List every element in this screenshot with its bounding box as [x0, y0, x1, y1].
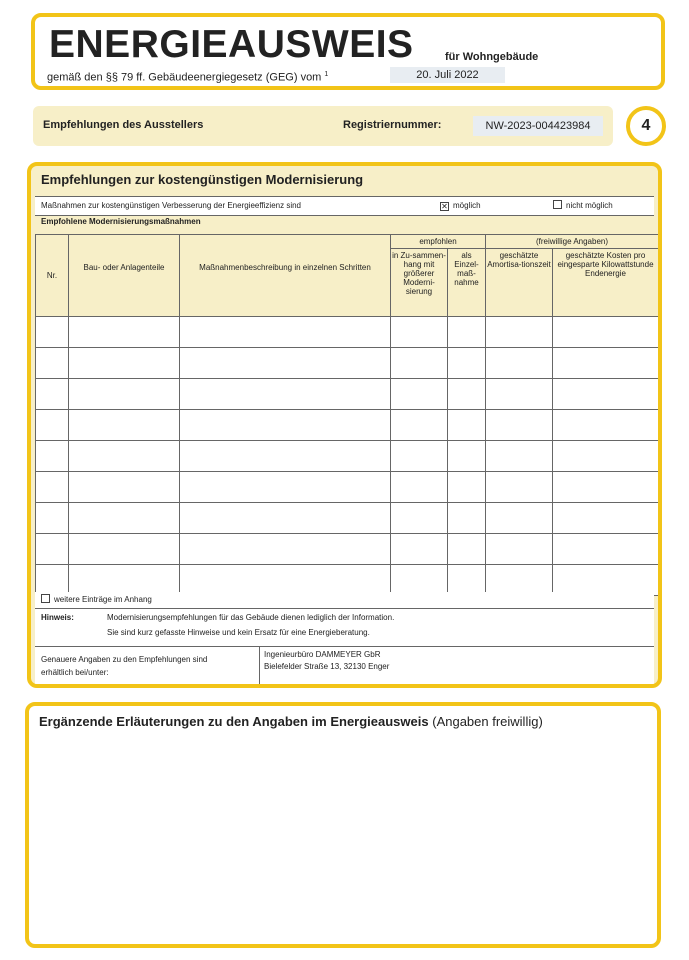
contact-info	[259, 647, 389, 685]
table-cell[interactable]	[69, 410, 180, 441]
table-cell[interactable]	[69, 503, 180, 534]
table-cell[interactable]	[180, 534, 391, 565]
contact-line-2: Bielefelder Straße 13, 32130 Enger	[264, 662, 390, 671]
table-cell[interactable]	[391, 379, 448, 410]
notes-title	[39, 714, 543, 729]
table-cell[interactable]	[180, 379, 391, 410]
recommended-title: Empfohlene Modernisierungsmaßnahmen	[41, 217, 201, 226]
table-cell[interactable]	[553, 317, 659, 348]
annex-row[interactable]	[35, 592, 654, 609]
col-single: als Einzel-maß-nahme	[448, 249, 486, 317]
col-recommended: empfohlen	[391, 235, 486, 249]
table-cell[interactable]	[448, 441, 486, 472]
table-cell[interactable]	[486, 534, 553, 565]
registration-number: NW-2023-004423984	[473, 116, 603, 136]
registration-label: Registriernummer:	[343, 119, 442, 131]
checkbox-checked-icon[interactable]: ✕	[441, 202, 448, 211]
table-cell[interactable]	[69, 441, 180, 472]
col-combined: in Zu-sammen-hang mit größerer Moderni-sierung	[391, 249, 448, 317]
col-optional: (freiwillige Angaben)	[486, 235, 659, 249]
col-payback: geschätzte Amortisa-tionszeit	[486, 249, 553, 317]
table-row	[36, 441, 659, 472]
notes-box	[25, 702, 661, 948]
table-cell[interactable]	[448, 534, 486, 565]
possible-option[interactable]	[440, 197, 481, 215]
table-cell[interactable]	[486, 379, 553, 410]
table-cell[interactable]	[486, 441, 553, 472]
contact-label: Genauere Angaben zu den Empfehlungen sind erhältlich bei/unter:	[41, 655, 208, 677]
table-cell[interactable]	[180, 348, 391, 379]
table-cell[interactable]	[36, 317, 69, 348]
col-part: Bau- oder Anlagenteile	[69, 235, 180, 317]
table-row	[36, 565, 659, 596]
law-reference	[47, 71, 328, 84]
table-cell[interactable]	[36, 379, 69, 410]
law-date: 20. Juli 2022	[390, 67, 505, 83]
table-cell[interactable]	[69, 317, 180, 348]
table-cell[interactable]	[69, 534, 180, 565]
document-subtitle: für Wohngebäude	[445, 51, 539, 63]
table-cell[interactable]	[486, 472, 553, 503]
note-row	[35, 609, 654, 647]
note-line-1: Modernisierungsempfehlungen für das Gebäude dienen lediglich der Information.	[107, 613, 395, 622]
col-nr: Nr.	[36, 235, 69, 317]
table-row	[36, 348, 659, 379]
table-cell[interactable]	[553, 503, 659, 534]
checkbox-icon[interactable]	[553, 200, 562, 209]
document-title: ENERGIEAUSWEIS	[49, 23, 414, 66]
annex-label: weitere Einträge im Anhang	[54, 595, 152, 604]
table-cell[interactable]	[69, 348, 180, 379]
table-cell[interactable]	[180, 317, 391, 348]
table-cell[interactable]	[69, 565, 180, 596]
table-cell[interactable]	[553, 534, 659, 565]
table-cell[interactable]	[391, 565, 448, 596]
notes-title-suffix: (Angaben freiwillig)	[432, 714, 543, 729]
table-cell[interactable]	[36, 534, 69, 565]
note-line-2: Sie sind kurz gefasste Hinweise und kein Ersatz für eine Energieberatung.	[107, 628, 370, 637]
table-cell[interactable]	[553, 410, 659, 441]
table-cell[interactable]	[486, 503, 553, 534]
notes-title-main: Ergänzende Erläuterungen zu den Angaben im Energieausweis	[39, 714, 429, 729]
possible-label: möglich	[453, 201, 481, 210]
header-box	[31, 13, 665, 90]
table-cell[interactable]	[448, 317, 486, 348]
table-cell[interactable]	[448, 410, 486, 441]
table-cell[interactable]	[486, 317, 553, 348]
section-label: Empfehlungen des Ausstellers	[43, 119, 204, 131]
table-cell[interactable]	[36, 503, 69, 534]
table-cell[interactable]	[36, 441, 69, 472]
table-cell[interactable]	[391, 410, 448, 441]
table-cell[interactable]	[36, 472, 69, 503]
page-number: 4	[626, 106, 666, 146]
checkbox-icon[interactable]	[41, 594, 50, 603]
col-cost: geschätzte Kosten pro eingesparte Kilowattstunde Endenergie	[553, 249, 659, 317]
table-cell[interactable]	[180, 441, 391, 472]
table-cell[interactable]	[69, 379, 180, 410]
table-cell[interactable]	[391, 534, 448, 565]
not-possible-label: nicht möglich	[566, 201, 613, 210]
table-row	[36, 503, 659, 534]
table-cell[interactable]	[391, 348, 448, 379]
table-cell[interactable]	[553, 348, 659, 379]
table-cell[interactable]	[553, 379, 659, 410]
recommendations-box	[27, 162, 662, 688]
table-cell[interactable]	[391, 441, 448, 472]
measures-table	[35, 234, 659, 596]
table-row	[36, 472, 659, 503]
table-cell[interactable]	[391, 317, 448, 348]
law-text: gemäß den §§ 79 ff. Gebäudeenergiegesetz (GEG) vom	[47, 71, 322, 84]
table-row	[36, 379, 659, 410]
table-cell[interactable]	[448, 379, 486, 410]
measures-text: Maßnahmen zur kostengünstigen Verbesserung der Energieeffizienz sind	[41, 201, 302, 210]
table-cell[interactable]	[448, 503, 486, 534]
table-cell[interactable]	[553, 565, 659, 596]
table-cell[interactable]	[553, 472, 659, 503]
table-cell[interactable]	[448, 565, 486, 596]
contact-line-1: Ingenieurbüro DAMMEYER GbR	[264, 650, 381, 659]
table-cell[interactable]	[486, 565, 553, 596]
recommendations-title: Empfehlungen zur kostengünstigen Modernisierung	[41, 172, 364, 187]
table-cell[interactable]	[391, 503, 448, 534]
table-row	[36, 534, 659, 565]
table-cell[interactable]	[36, 565, 69, 596]
table-cell[interactable]	[180, 410, 391, 441]
table-cell[interactable]	[448, 472, 486, 503]
table-cell[interactable]	[180, 565, 391, 596]
measures-row	[35, 196, 654, 216]
table-cell[interactable]	[391, 472, 448, 503]
table-cell[interactable]	[448, 348, 486, 379]
table-cell[interactable]	[486, 348, 553, 379]
contact-row	[35, 647, 654, 685]
table-cell[interactable]	[180, 503, 391, 534]
table-cell[interactable]	[69, 472, 180, 503]
table-row	[36, 410, 659, 441]
section-band	[33, 106, 613, 146]
table-cell[interactable]	[486, 410, 553, 441]
note-label: Hinweis:	[41, 613, 74, 622]
not-possible-option[interactable]	[553, 197, 613, 215]
table-cell[interactable]	[36, 348, 69, 379]
table-cell[interactable]	[180, 472, 391, 503]
table-cell[interactable]	[36, 410, 69, 441]
col-description: Maßnahmenbeschreibung in einzelnen Schritten	[180, 235, 391, 317]
footnote-mark: 1	[324, 71, 329, 78]
table-row	[36, 317, 659, 348]
table-cell[interactable]	[553, 441, 659, 472]
